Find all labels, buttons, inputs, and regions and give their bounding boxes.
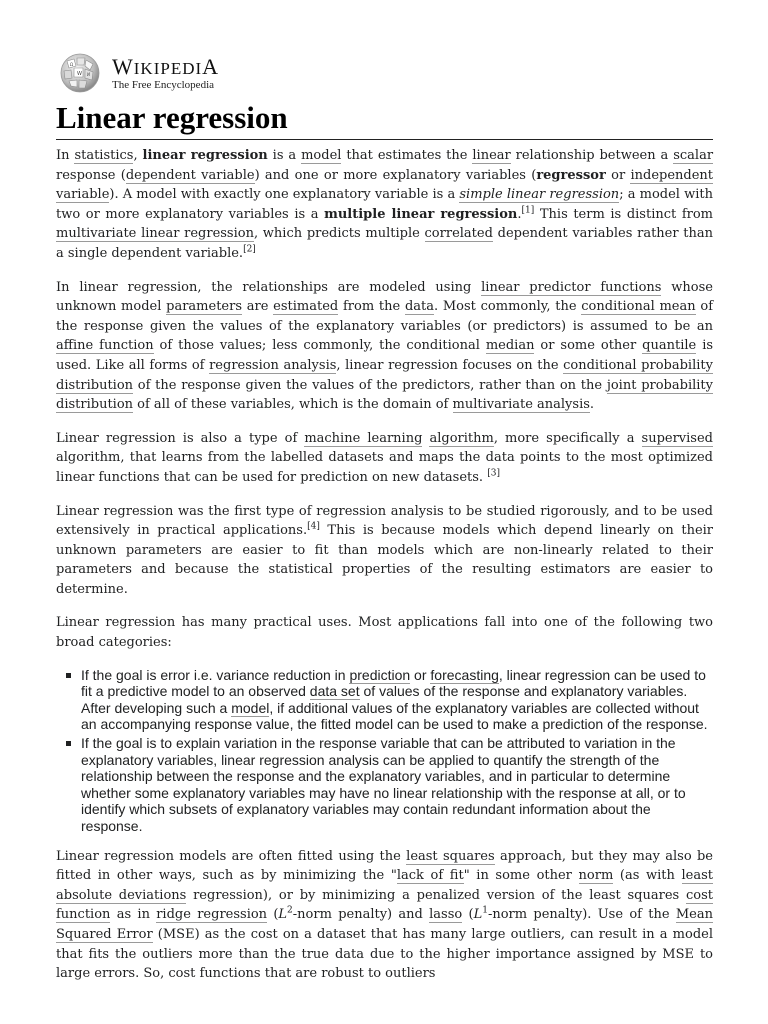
svg-text:И: И	[87, 72, 90, 77]
link-regression-analysis[interactable]: regression analysis	[209, 357, 337, 373]
page-title: Linear regression	[56, 100, 713, 140]
link-forecasting[interactable]: forecasting	[430, 666, 499, 683]
link-conditional-mean[interactable]: conditional mean	[581, 299, 696, 315]
wikipedia-globe-icon	[56, 52, 106, 94]
link-estimated[interactable]: estimated	[273, 299, 339, 315]
link-linear-predictor-functions[interactable]: linear predictor functions	[481, 279, 662, 295]
citation-2[interactable]: [2]	[243, 244, 256, 255]
list-item: If the goal is to explain variation in the response variable that can be attributed to variation in the explanatory variables, linear regression analysis can be applied to quantify the strength of the relationship between the response and the explanatory variables, and in particular to determine whether some explanatory variables may have no linear relationship with the response at all, or to identify which subsets of explanatory variables may contain redundant information about the response.	[81, 735, 713, 835]
wordmark-name: WIKIPEDIA	[112, 53, 220, 79]
wordmark-tagline: The Free Encyclopedia	[112, 78, 215, 91]
paragraph-uses: Linear regression has many practical uses. Most applications fall into one of the following two broad categories:	[56, 615, 713, 651]
link-median[interactable]: median	[485, 338, 535, 354]
link-parameters[interactable]: parameters	[166, 299, 243, 315]
link-multivariate-analysis[interactable]: multivariate analysis	[452, 397, 590, 413]
citation-4[interactable]: [4]	[307, 521, 320, 532]
link-independent-variable[interactable]: independent variable	[56, 167, 714, 203]
link-algorithm[interactable]: algorithm	[429, 430, 494, 446]
svg-text:Ω: Ω	[70, 62, 74, 67]
citation-1[interactable]: [1]	[521, 205, 535, 216]
link-lasso[interactable]: lasso	[429, 907, 463, 923]
link-simple-linear-regression[interactable]: simple linear regression	[459, 187, 620, 203]
link-norm[interactable]: norm	[578, 868, 614, 884]
bold-linear-regression: linear regression	[142, 148, 268, 163]
link-least-squares[interactable]: least squares	[406, 848, 495, 864]
link-dependent-variable[interactable]: dependent variable	[125, 167, 255, 183]
link-affine-function[interactable]: affine function	[56, 338, 154, 354]
paragraph-fitting: Linear regression models are often fitted using the least squares approach, but they may also be fitted in other ways, such as by minimizing the "lack of fit" in some other norm (as with least absolute deviations regression), or by minimizing a penalized version of the least squares cost function as in ridge regression ($L^2$-norm penalty) and lasso ($L^1$-norm penalty). Use of the Mean Squared Error (MSE) as the cost on a dataset that has many large outliers, can result in a model that fits the outliers more than the true data due to the higher importance assigned by MSE to large errors. So, cost functions that are robust to outliers	[56, 848, 714, 982]
uses-list	[56, 667, 713, 835]
link-linear[interactable]: linear	[472, 148, 511, 163]
wikipedia-logo[interactable]	[56, 52, 713, 94]
wordmark	[112, 53, 220, 91]
paragraph-history: Linear regression was the first type of regression analysis to be studied rigorously, and to be used extensively in practical applications.[4] This is because models which depend linearly on their unknown parameters are easier to fit than models which are non-linearly related to their parameters and because the statistical properties of the resulting estimators are easier to determine.	[56, 503, 714, 597]
link-ridge-regression[interactable]: ridge regression	[156, 907, 268, 923]
link-data[interactable]: data	[404, 299, 434, 315]
link-conditional-probability-distribution[interactable]: conditional probability distribution	[56, 357, 713, 393]
paragraph-relationships: In linear regression, the relationships are modeled using linear predictor functions whose unknown model parameters are estimated from the data. Most commonly, the conditional mean of the response given the values of the explanatory variables (or predictors) is assumed to be an affine function of those values; less commonly, the conditional median or some other quantile is used. Like all forms of regression analysis, linear regression focuses on the conditional probability distribution of the response given the values of the predictors, rather than on the joint probability distribution of all of these variables, which is the domain of multivariate analysis.	[56, 279, 714, 413]
link-least-absolute-deviations[interactable]: least absolute deviations	[56, 868, 714, 903]
link-statistics[interactable]: statistics	[74, 148, 134, 163]
link-model-2[interactable]: model	[231, 699, 270, 716]
link-machine-learning[interactable]: machine learning	[304, 430, 423, 446]
list-item: If the goal is error i.e. variance reduction in prediction or forecasting, linear regression can be used to fit a predictive model to an observed data set of values of the response and explanatory variables. After developing such a model, if additional values of the explanatory variables are collected without an accompanying response value, the fitted model can be used to make a prediction of the response.	[81, 667, 713, 733]
link-mean-squared-error[interactable]: Mean Squared Error	[56, 907, 713, 942]
link-cost-function[interactable]: cost function	[56, 887, 713, 923]
citation-3[interactable]: [3]	[487, 468, 500, 479]
link-data-set[interactable]: data set	[309, 683, 360, 700]
link-correlated[interactable]: correlated	[424, 226, 493, 242]
paragraph-machine-learning: Linear regression is also a type of machine learning algorithm, more specifically a supervised algorithm, that learns from the labelled datasets and maps the data points to the most optimized linear functions that can be used for prediction on new datasets. [3]	[56, 430, 713, 485]
bold-multiple-linear-regression: multiple linear regression	[324, 206, 518, 222]
link-scalar[interactable]: scalar	[673, 148, 714, 163]
link-lack-of-fit[interactable]: lack of fit	[396, 868, 464, 884]
svg-text:W: W	[77, 71, 82, 77]
link-model[interactable]: model	[301, 148, 342, 163]
article-page	[56, 52, 713, 984]
link-quantile[interactable]: quantile	[642, 338, 697, 354]
link-joint-probability-distribution[interactable]: joint probability distribution	[56, 377, 713, 413]
paragraph-intro: In statistics, linear regression is a model that estimates the linear relationship between a scalar response (dependent variable) and one or more explanatory variables (regressor or independent variable). A model with exactly one explanatory variable is a simple linear regression; a model with two or more explanatory variables is a multiple linear regression.[1] This term is distinct from multivariate linear regression, which predicts multiple correlated dependent variables rather than a single dependent variable.[2]	[56, 148, 714, 261]
link-prediction[interactable]: prediction	[349, 666, 411, 683]
bold-regressor: regressor	[536, 167, 606, 183]
link-multivariate-linear-regression[interactable]: multivariate linear regression	[56, 226, 254, 242]
link-supervised[interactable]: supervised	[641, 430, 713, 446]
